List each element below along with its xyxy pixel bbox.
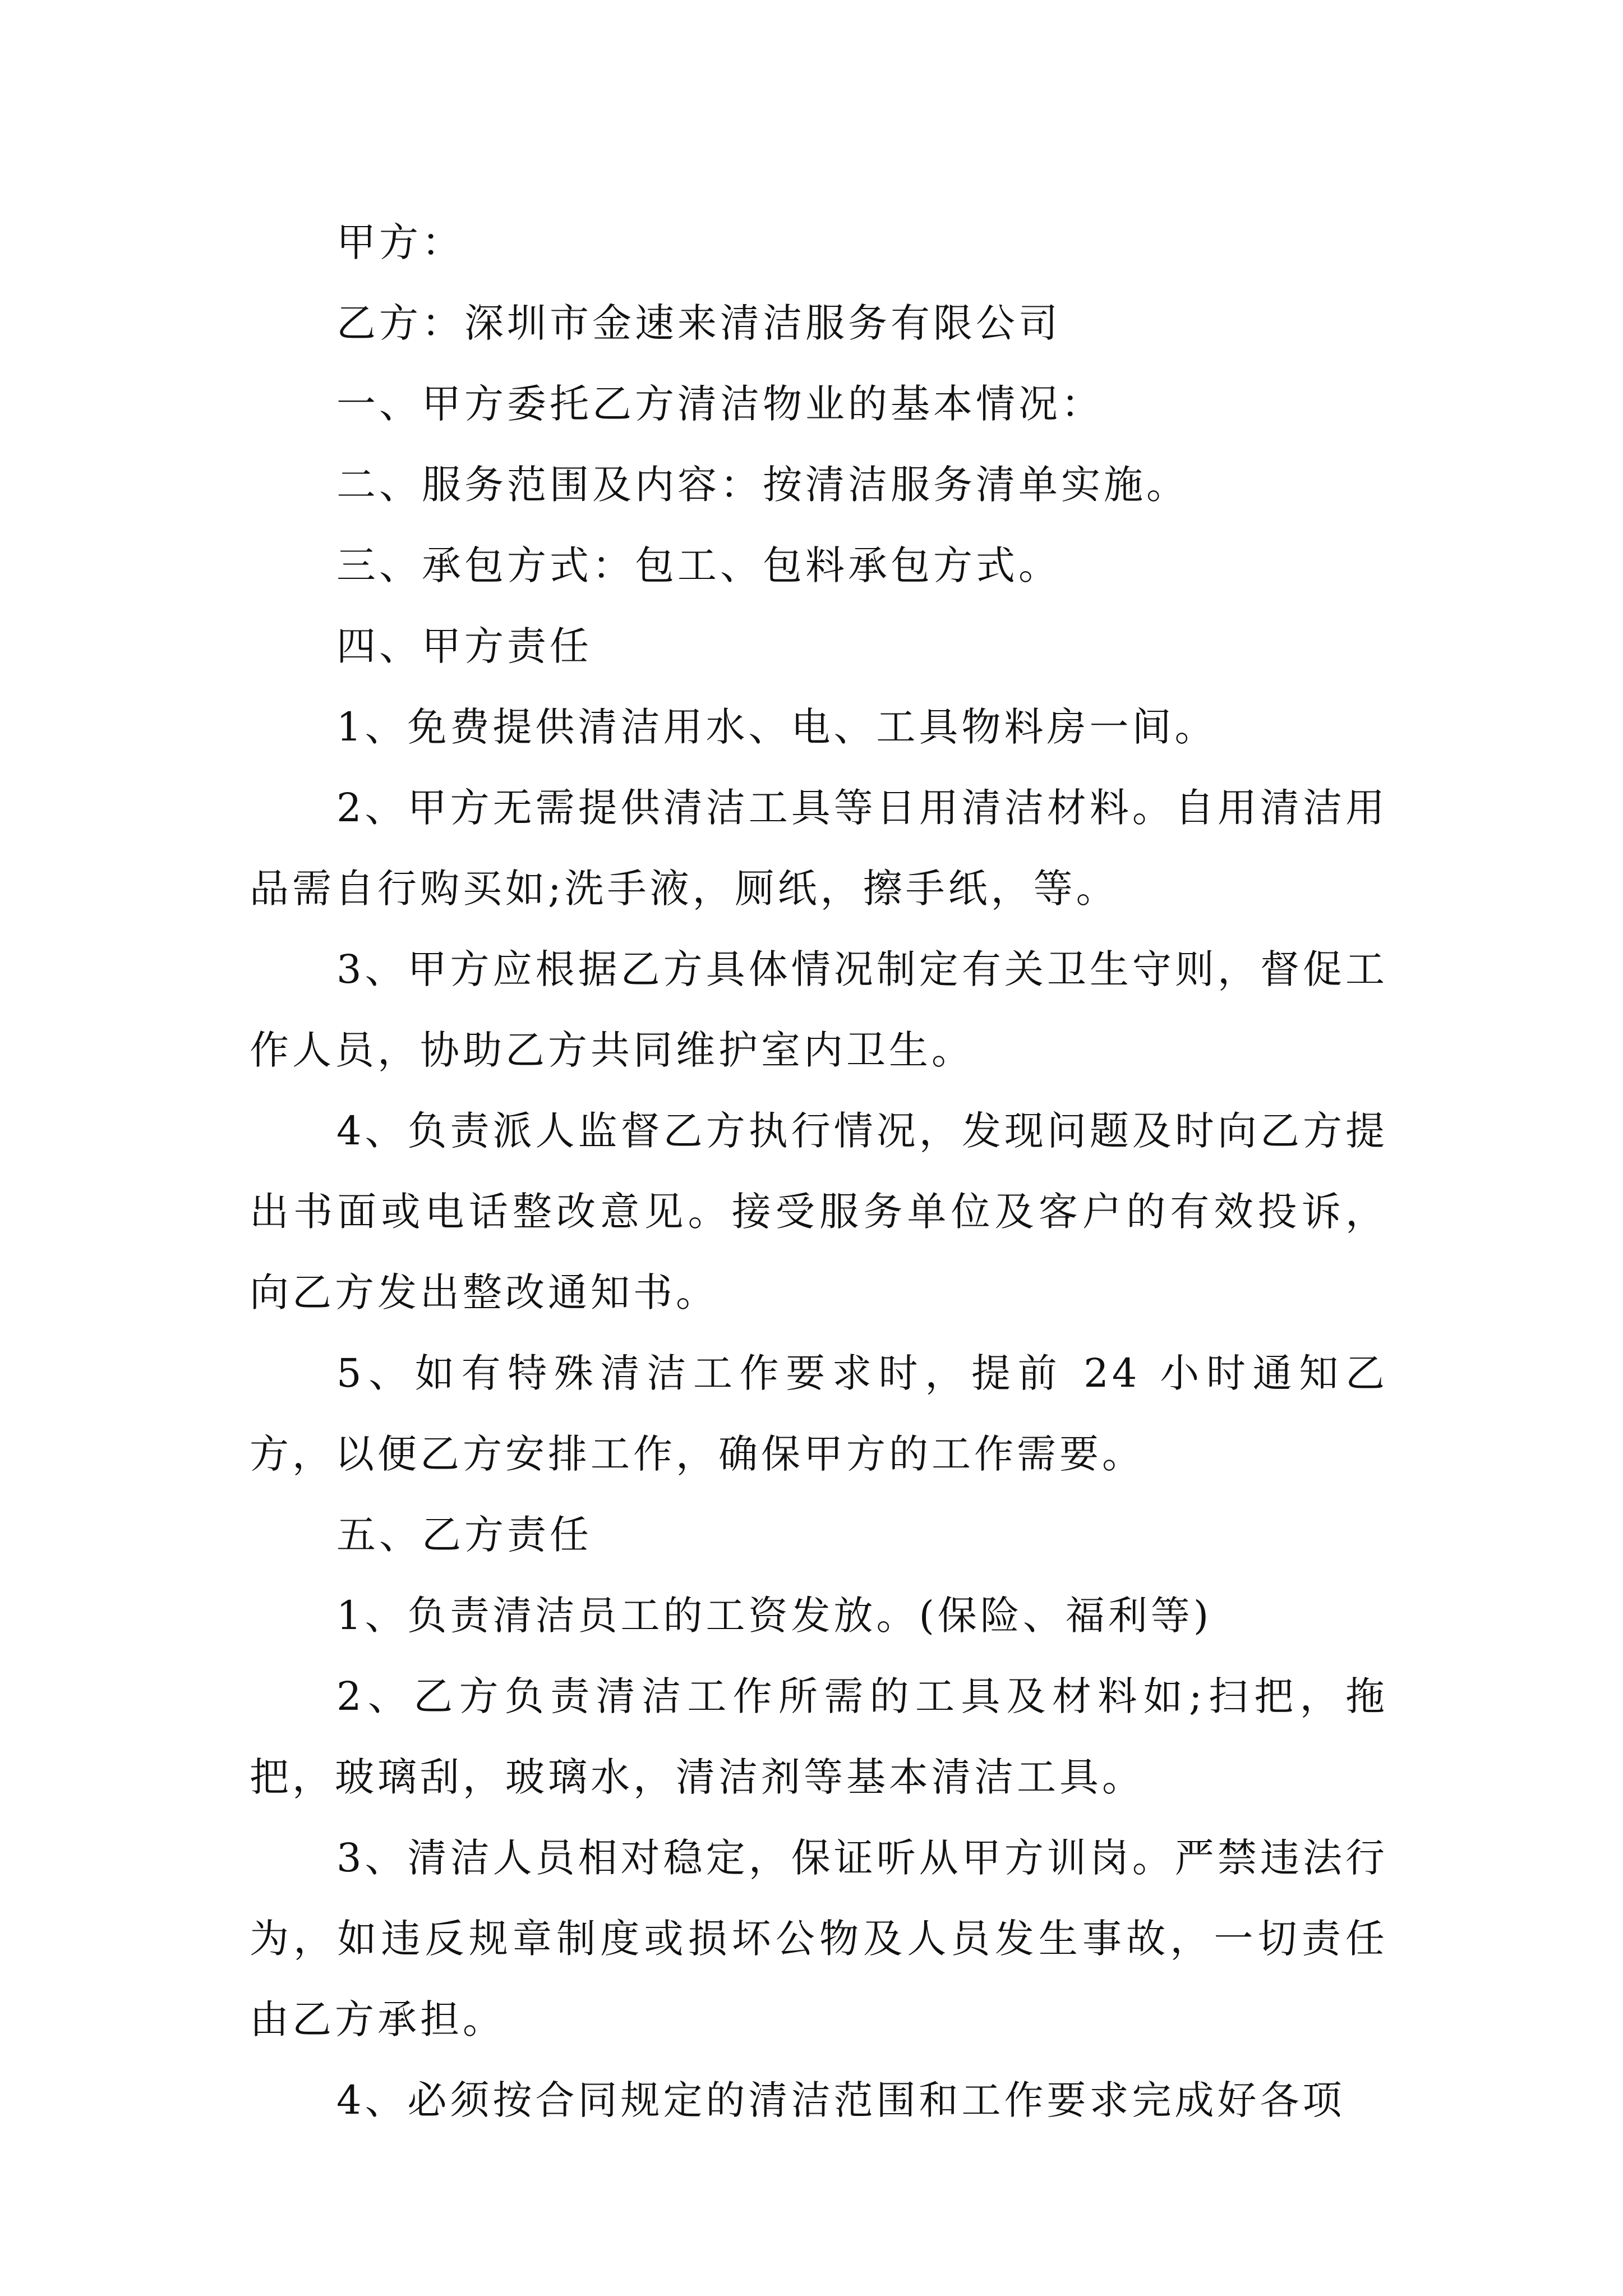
section-2-heading: 二、服务范围及内容：按清洁服务清单实施。 — [336, 462, 1189, 508]
section-5-item-3: 3、清洁人员相对稳定，保证听从甲方训岗。严禁违法行为，如违反规章制度或损坏公物及人员发生事故，一切责任由乙方承担。 — [250, 1835, 1388, 2042]
party-b-line: 乙方：深圳市金速来清洁服务有限公司 — [336, 300, 1061, 346]
document-body — [250, 202, 1388, 2141]
section-5-item-1: 1、负责清洁员工的工资发放。(保险、福利等) — [336, 1593, 1212, 1639]
section-3-heading: 三、承包方式：包工、包料承包方式。 — [336, 542, 1061, 588]
party-a-line: 甲方： — [336, 219, 464, 265]
section-4-item-1: 1、免费提供清洁用水、电、工具物料房一间。 — [336, 704, 1218, 750]
section-5-item-4: 4、必须按合同规定的清洁范围和工作要求完成好各项 — [336, 2077, 1345, 2123]
section-4-heading: 四、甲方责任 — [336, 623, 592, 669]
section-4-item-2: 2、甲方无需提供清洁工具等日用清洁材料。自用清洁用品需自行购买如;洗手液，厕纸，擦手纸，等。 — [250, 785, 1388, 912]
section-1-heading: 一、甲方委托乙方清洁物业的基本情况： — [336, 381, 1104, 427]
section-4-item-3: 3、甲方应根据乙方具体情况制定有关卫生守则，督促工作人员，协助乙方共同维护室内卫生。 — [250, 946, 1388, 1073]
section-4-item-4: 4、负责派人监督乙方执行情况，发现问题及时向乙方提出书面或电话整改意见。接受服务单位及客户的有效投诉，向乙方发出整改通知书。 — [250, 1108, 1388, 1315]
section-4-item-5: 5、如有特殊清洁工作要求时，提前 24 小时通知乙方，以便乙方安排工作，确保甲方的工作需要。 — [250, 1350, 1388, 1477]
section-5-item-2: 2、乙方负责清洁工作所需的工具及材料如;扫把，拖把，玻璃刮，玻璃水，清洁剂等基本清洁工具。 — [250, 1673, 1388, 1800]
section-5-heading: 五、乙方责任 — [336, 1512, 592, 1558]
